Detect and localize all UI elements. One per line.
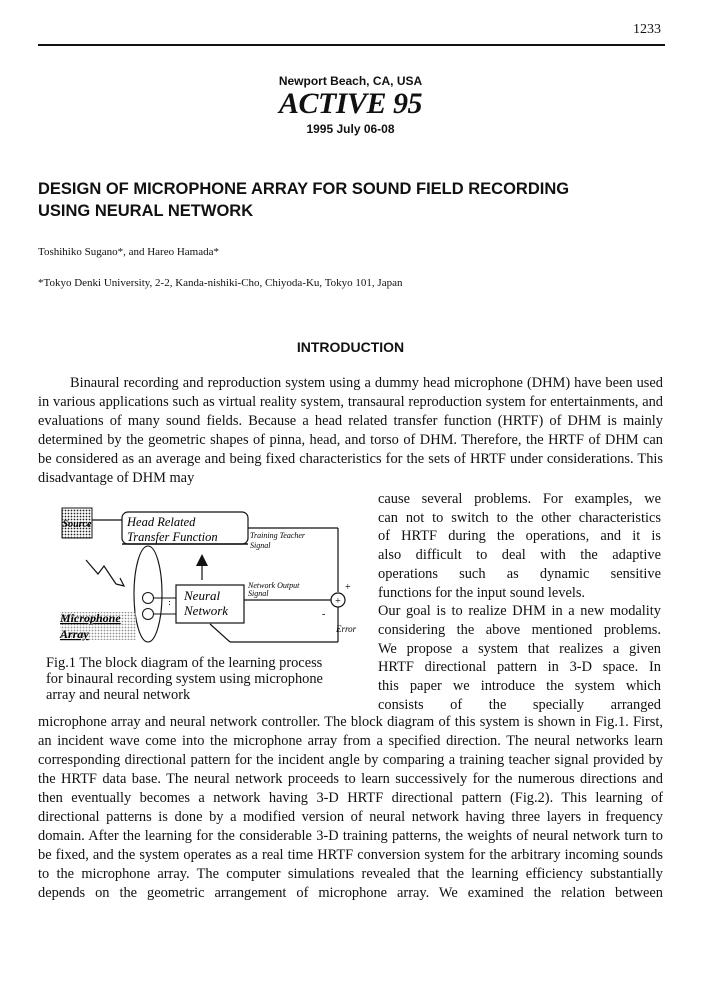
paper-title bbox=[38, 178, 678, 222]
right-col-line: operations such as dynamic sensitive bbox=[378, 565, 661, 582]
caption-line-1: Fig.1 The block diagram of the learning process bbox=[46, 655, 323, 671]
intro-paragraph-top-text: Binaural recording and reproduction system using a dummy head microphone (DHM) have been used in various applications such as virtual reality system, transaural reproduction system for entertainments, and evaluations of many sound fields. Because a head related transfer function (HRTF) of DHM is mainly determined by the geometric shapes of pinna, head, and torso of DHM. Therefore, the HRTF of DHM can be considered as an average and being fixed characteristics for the sets of HRTF under considerations. This disadvantage of DHM may bbox=[38, 375, 663, 486]
training-teacher-label: Training Teacher bbox=[250, 531, 306, 540]
svg-text:⋮: ⋮ bbox=[165, 596, 174, 606]
affiliation: *Tokyo Denki University, 2-2, Kanda-nishiki-Cho, Chiyoda-Ku, Tokyo 101, Japan bbox=[38, 277, 403, 289]
right-col-line: cause several problems. For examples, we bbox=[378, 491, 661, 507]
neural-label: Neural bbox=[184, 588, 221, 603]
source-box bbox=[62, 508, 92, 538]
figure-block-diagram bbox=[40, 500, 370, 660]
right-col-line: also difficult to deal with the adaptive bbox=[378, 547, 661, 564]
title-line-2: USING NEURAL NETWORK bbox=[38, 202, 254, 220]
section-heading: INTRODUCTION bbox=[296, 339, 405, 355]
right-col-line: We propose a system that realizes a given bbox=[378, 640, 661, 657]
conference-name: ACTIVE 95 bbox=[278, 87, 423, 120]
right-col-line: functions for the input sound levels. bbox=[378, 584, 586, 601]
signal-label-2: Signal bbox=[248, 589, 269, 598]
conference-location: Newport Beach, CA, USA bbox=[278, 74, 423, 88]
source-label: Source bbox=[62, 519, 92, 530]
right-col-line: of HRTF during the operations, and it is bbox=[378, 528, 661, 545]
caption-line-2: for binaural recording system using microphone bbox=[46, 671, 323, 687]
header-rule bbox=[38, 44, 665, 46]
plus-sign: + bbox=[345, 582, 351, 593]
conference-date: 1995 July 06-08 bbox=[306, 122, 395, 136]
block-diagram-svg bbox=[40, 500, 370, 660]
intro-paragraph-top bbox=[38, 374, 663, 488]
page-number: 1233 bbox=[633, 22, 661, 37]
network-label: Network bbox=[184, 603, 229, 618]
microphone-label: Microphone bbox=[60, 611, 121, 625]
right-col-line: considering the above mentioned problems. bbox=[378, 621, 661, 638]
title-line-1: DESIGN OF MICROPHONE ARRAY FOR SOUND FIELD RECORDING bbox=[38, 180, 570, 198]
caption-line-3: array and neural network bbox=[46, 687, 191, 703]
intro-paragraph-bottom-text: microphone array and neural network controller. The block diagram of this system is shown in Fig.1. First, an incident wave come into the microphone array from a specified direction. The neural networks learn corresponding directional pattern for the incident angle by comparing a training teacher signal provided by the HRTF data base. The neural network proceeds to learn successively for the numerous directions and then eventually becomes a network having 3-D HRTF directional pattern (Fig.2). This learning of directional patterns is done by a modified version of neural network having three layers in frequency domain. After the learning for the considerable 3-D training patterns, the weights of neural network turn to be fixed, and the system operates as a real time HRTF conversion system for the arbitrary incoming sounds to the microphone array. The computer simulations revealed that the learning efficiency substantially depends on the geometric arrangement of microphone array. We examined the relation between bbox=[38, 714, 663, 901]
right-column-text bbox=[378, 490, 661, 714]
network-output-label: Network Output bbox=[248, 581, 300, 590]
hrtf-label-1: Head Related bbox=[127, 515, 196, 529]
hrtf-label-2: Transfer Function bbox=[127, 530, 218, 544]
signal-label-1: Signal bbox=[250, 541, 271, 550]
intro-paragraph-bottom bbox=[38, 713, 663, 903]
right-col-line: can not to switch to the other characteristics bbox=[378, 509, 661, 526]
right-col-line: HRTF directional pattern in 3-D space. In bbox=[378, 659, 661, 676]
svg-text:+: + bbox=[335, 596, 341, 607]
minus-sign: - bbox=[322, 609, 326, 620]
right-col-line: consists of the specially arranged bbox=[378, 696, 661, 713]
figure-caption bbox=[46, 655, 376, 703]
authors: Toshihiko Sugano*, and Hareo Hamada* bbox=[38, 246, 219, 258]
error-label: Error bbox=[336, 624, 357, 634]
right-col-line: Our goal is to realize DHM in a new modality bbox=[378, 603, 661, 620]
array-label: Array bbox=[60, 627, 89, 641]
right-col-line: this paper we introduce the system which bbox=[378, 678, 661, 695]
